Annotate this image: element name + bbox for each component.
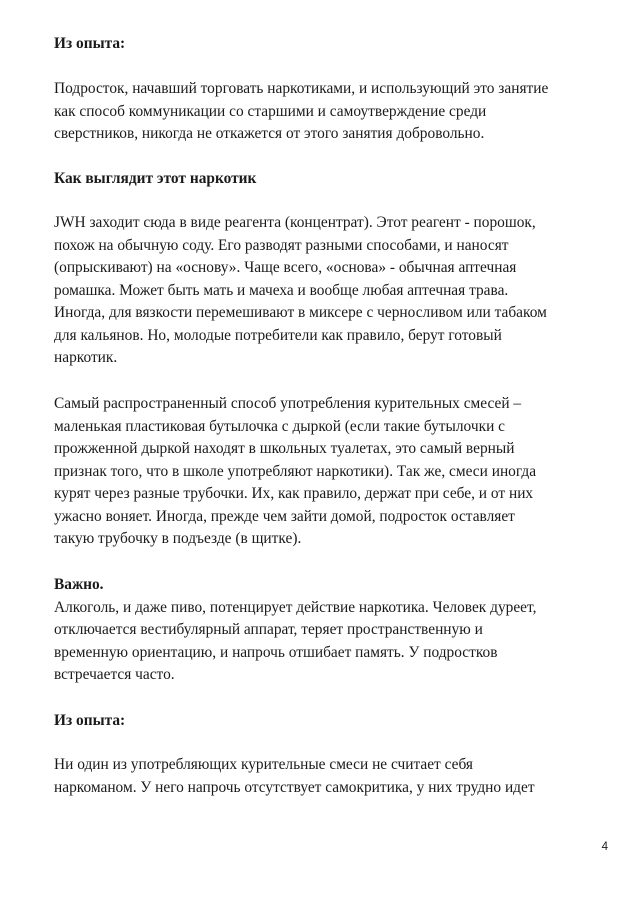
text-line: наркоманом. У него напрочь отсутствует самокритика, у них трудно идет xyxy=(54,778,535,796)
text-line: Подросток, начавший торговать наркотиками, и использующий это занятие xyxy=(54,80,549,97)
text-line: для кальянов. Но, молодые потребители как правило, берут готовый xyxy=(54,326,502,344)
paragraph-no-self-criticism xyxy=(54,754,614,799)
paragraph-jwh-description xyxy=(54,212,614,370)
text-line: признак того, что в школе употребляют наркотики). Так же, смеси иногда xyxy=(54,462,537,480)
text-line: как способ коммуникации со старшими и самоутверждение среди xyxy=(54,102,487,120)
text-line: маленькая пластиковая бутылочка с дыркой (если такие бутылочки с xyxy=(54,417,505,435)
text-line: отключается вестибулярный аппарат, теряет пространственную и xyxy=(54,621,483,638)
text-line: (опрыскивают) на «основу». Чаще всего, «основа» - обычная аптечная xyxy=(54,259,517,276)
text-line: Самый распространенный способ употребления курительных смесей – xyxy=(54,395,522,412)
text-line: курят через разные трубочки. Их, как правило, держат при себе, и от них xyxy=(54,485,534,502)
text-line: наркотик. xyxy=(54,349,118,366)
text-line: похож на обычную соду. Его разводят разными способами, и наносят xyxy=(54,236,509,254)
text-line: JWH заходит сюда в виде реагента (концентрат). Этот реагент - порошок, xyxy=(54,214,536,231)
paragraph-smoking-methods xyxy=(54,393,614,551)
text-line: прожженной дыркой находят в школьных туалетах, это самый верный xyxy=(54,440,515,457)
page-number: 4 xyxy=(601,841,608,853)
text-line: Ни один из употребляющих курительные смеси не считает себя xyxy=(54,756,474,773)
text-line: временную ориентацию, и напрочь отшибает память. У подростков xyxy=(54,643,498,661)
text-line: Алкоголь, и даже пиво, потенцирует действие наркотика. Человек дуреет, xyxy=(54,598,537,616)
paragraph-teen-dealer xyxy=(54,78,614,146)
text-line: такую трубочку в подъезде (в щитке). xyxy=(54,530,302,547)
heading-important: Важно. xyxy=(54,576,104,593)
heading-how-it-looks: Как выглядит этот наркотик xyxy=(54,170,257,187)
section-important xyxy=(54,574,614,687)
heading-from-experience: Из опыта: xyxy=(54,35,126,52)
text-line: ромашка. Может быть мать и мачеха и вообще любая аптечная трава. xyxy=(54,281,509,299)
text-line: сверстников, никогда не откажется от этого занятия добровольно. xyxy=(54,125,485,142)
text-line: встречается часто. xyxy=(54,666,175,683)
heading-from-experience-2: Из опыта: xyxy=(54,712,126,729)
text-line: Иногда, для вязкости перемешивают в миксере с черносливом или табаком xyxy=(54,304,547,321)
text-line: ужасно воняет. Иногда, прежде чем зайти домой, подросток оставляет xyxy=(54,507,515,525)
